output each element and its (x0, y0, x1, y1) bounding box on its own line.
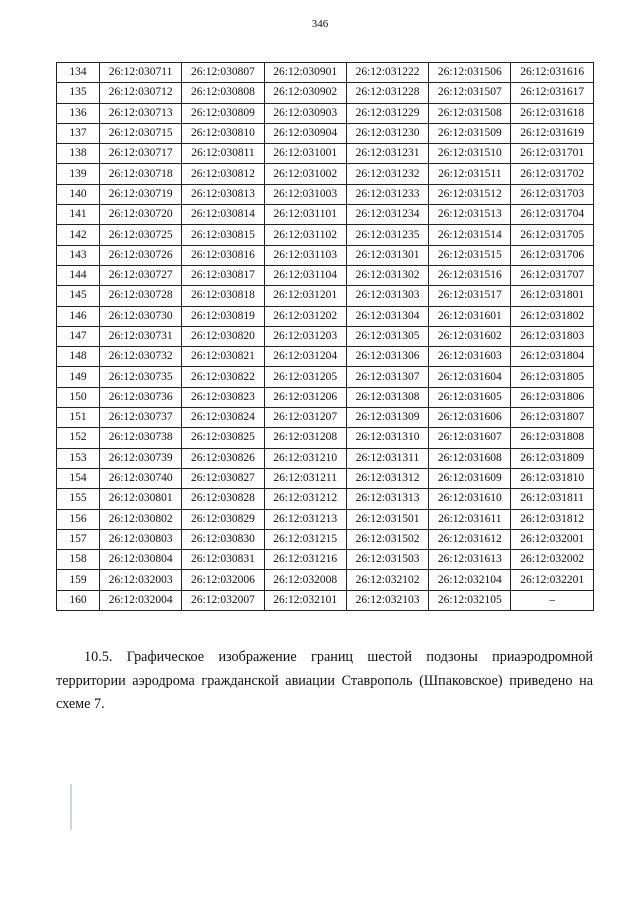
cadastral-number-cell: 26:12:031515 (429, 245, 511, 265)
cadastral-number-cell: 26:12:031701 (511, 144, 593, 164)
cadastral-number-cell: 26:12:030825 (182, 428, 264, 448)
cadastral-number-cell: 26:12:031305 (346, 326, 428, 346)
cadastral-number-cell: 26:12:031510 (429, 144, 511, 164)
cadastral-number-cell: 26:12:030730 (100, 306, 182, 326)
cadastral-number-cell: 26:12:031001 (264, 144, 346, 164)
cadastral-number-cell: 26:12:030901 (264, 63, 346, 83)
cadastral-number-cell: – (511, 590, 593, 610)
cadastral-number-cell: 26:12:030726 (100, 245, 182, 265)
cadastral-number-cell: 26:12:030711 (100, 63, 182, 83)
row-number-cell: 142 (57, 225, 100, 245)
cadastral-number-cell: 26:12:032105 (429, 590, 511, 610)
cadastral-number-cell: 26:12:032006 (182, 570, 264, 590)
cadastral-number-cell: 26:12:030808 (182, 83, 264, 103)
row-number-cell: 155 (57, 489, 100, 509)
cadastral-number-cell: 26:12:031203 (264, 326, 346, 346)
table-row (57, 489, 594, 509)
cadastral-number-cell: 26:12:030739 (100, 448, 182, 468)
cadastral-number-cell: 26:12:031604 (429, 367, 511, 387)
section-paragraph: 10.5. Графическое изображение границ шестой подзоны приаэродромной территории аэродрома гражданской авиации Ставрополь (Шпаковское) приведено на схеме 7. (56, 649, 593, 712)
cadastral-number-cell: 26:12:031208 (264, 428, 346, 448)
cadastral-number-cell: 26:12:031811 (511, 489, 593, 509)
cadastral-number-cell: 26:12:031502 (346, 529, 428, 549)
cadastral-number-cell: 26:12:031610 (429, 489, 511, 509)
cadastral-number-cell: 26:12:031101 (264, 205, 346, 225)
row-number-cell: 151 (57, 408, 100, 428)
cadastral-number-cell: 26:12:032104 (429, 570, 511, 590)
cadastral-number-cell: 26:12:031313 (346, 489, 428, 509)
cadastral-number-cell: 26:12:031809 (511, 448, 593, 468)
table-row (57, 265, 594, 285)
cadastral-number-cell: 26:12:031507 (429, 83, 511, 103)
cadastral-number-cell: 26:12:031810 (511, 468, 593, 488)
cadastral-number-cell: 26:12:032007 (182, 590, 264, 610)
cadastral-number-cell: 26:12:031228 (346, 83, 428, 103)
row-number-cell: 153 (57, 448, 100, 468)
row-number-cell: 160 (57, 590, 100, 610)
table-row (57, 184, 594, 204)
cadastral-number-cell: 26:12:031210 (264, 448, 346, 468)
row-number-cell: 156 (57, 509, 100, 529)
table-row (57, 63, 594, 83)
cadastral-number-cell: 26:12:031309 (346, 408, 428, 428)
cadastral-number-cell: 26:12:031003 (264, 184, 346, 204)
cadastral-number-cell: 26:12:031512 (429, 184, 511, 204)
cadastral-number-cell: 26:12:031511 (429, 164, 511, 184)
cadastral-number-cell: 26:12:031201 (264, 286, 346, 306)
cadastral-number-cell: 26:12:031704 (511, 205, 593, 225)
cadastral-number-cell: 26:12:031702 (511, 164, 593, 184)
cadastral-number-cell: 26:12:031311 (346, 448, 428, 468)
cadastral-number-cell: 26:12:031233 (346, 184, 428, 204)
table-row (57, 306, 594, 326)
cadastral-number-cell: 26:12:031705 (511, 225, 593, 245)
cadastral-number-cell: 26:12:030816 (182, 245, 264, 265)
cadastral-number-cell: 26:12:031207 (264, 408, 346, 428)
cadastral-number-cell: 26:12:031516 (429, 265, 511, 285)
cadastral-number-cell: 26:12:032003 (100, 570, 182, 590)
row-number-cell: 143 (57, 245, 100, 265)
cadastral-number-cell: 26:12:031609 (429, 468, 511, 488)
cadastral-number-cell: 26:12:030809 (182, 103, 264, 123)
cadastral-number-cell: 26:12:032004 (100, 590, 182, 610)
cadastral-number-cell: 26:12:030728 (100, 286, 182, 306)
cadastral-number-cell: 26:12:030810 (182, 123, 264, 143)
table-row (57, 590, 594, 610)
cadastral-number-cell: 26:12:030727 (100, 265, 182, 285)
cadastral-number-cell: 26:12:032103 (346, 590, 428, 610)
cadastral-number-cell: 26:12:030737 (100, 408, 182, 428)
cadastral-number-cell: 26:12:031619 (511, 123, 593, 143)
cadastral-number-cell: 26:12:031501 (346, 509, 428, 529)
table-row (57, 205, 594, 225)
cadastral-number-cell: 26:12:030903 (264, 103, 346, 123)
row-number-cell: 147 (57, 326, 100, 346)
cadastral-number-cell: 26:12:031204 (264, 347, 346, 367)
table-row (57, 245, 594, 265)
cadastral-number-cell: 26:12:031306 (346, 347, 428, 367)
cadastral-number-cell: 26:12:031612 (429, 529, 511, 549)
margin-mark (70, 784, 72, 830)
table-row (57, 387, 594, 407)
cadastral-number-cell: 26:12:031302 (346, 265, 428, 285)
cadastral-number-cell: 26:12:030811 (182, 144, 264, 164)
cadastral-number-cell: 26:12:031613 (429, 550, 511, 570)
table-row (57, 123, 594, 143)
cadastral-number-cell: 26:12:031213 (264, 509, 346, 529)
cadastral-number-cell: 26:12:031307 (346, 367, 428, 387)
cadastral-number-cell: 26:12:032101 (264, 590, 346, 610)
cadastral-number-cell: 26:12:031211 (264, 468, 346, 488)
cadastral-number-cell: 26:12:031235 (346, 225, 428, 245)
cadastral-number-cell: 26:12:031812 (511, 509, 593, 529)
cadastral-number-cell: 26:12:031205 (264, 367, 346, 387)
cadastral-number-cell: 26:12:030803 (100, 529, 182, 549)
cadastral-number-cell: 26:12:031312 (346, 468, 428, 488)
cadastral-number-cell: 26:12:031222 (346, 63, 428, 83)
cadastral-number-cell: 26:12:030802 (100, 509, 182, 529)
cadastral-number-cell: 26:12:032001 (511, 529, 593, 549)
row-number-cell: 152 (57, 428, 100, 448)
cadastral-number-cell: 26:12:031229 (346, 103, 428, 123)
cadastral-number-cell: 26:12:031805 (511, 367, 593, 387)
cadastral-number-cell: 26:12:030804 (100, 550, 182, 570)
cadastral-number-cell: 26:12:031503 (346, 550, 428, 570)
row-number-cell: 150 (57, 387, 100, 407)
cadastral-number-cell: 26:12:031506 (429, 63, 511, 83)
cadastral-number-cell: 26:12:031618 (511, 103, 593, 123)
row-number-cell: 148 (57, 347, 100, 367)
cadastral-number-cell: 26:12:031232 (346, 164, 428, 184)
table-row (57, 164, 594, 184)
table-row (57, 326, 594, 346)
cadastral-number-cell: 26:12:031608 (429, 448, 511, 468)
cadastral-number-cell: 26:12:030717 (100, 144, 182, 164)
cadastral-number-cell: 26:12:030904 (264, 123, 346, 143)
cadastral-number-cell: 26:12:030736 (100, 387, 182, 407)
row-number-cell: 149 (57, 367, 100, 387)
cadastral-number-cell: 26:12:031303 (346, 286, 428, 306)
cadastral-number-cell: 26:12:031206 (264, 387, 346, 407)
cadastral-number-cell: 26:12:031607 (429, 428, 511, 448)
cadastral-number-cell: 26:12:032201 (511, 570, 593, 590)
cadastral-number-cell: 26:12:031513 (429, 205, 511, 225)
cadastral-number-cell: 26:12:031802 (511, 306, 593, 326)
cadastral-number-cell: 26:12:030720 (100, 205, 182, 225)
cadastral-number-cell: 26:12:030807 (182, 63, 264, 83)
row-number-cell: 136 (57, 103, 100, 123)
row-number-cell: 158 (57, 550, 100, 570)
row-number-cell: 134 (57, 63, 100, 83)
row-number-cell: 159 (57, 570, 100, 590)
cadastral-number-cell: 26:12:031514 (429, 225, 511, 245)
cadastral-number-cell: 26:12:030712 (100, 83, 182, 103)
cadastral-number-cell: 26:12:030719 (100, 184, 182, 204)
cadastral-number-cell: 26:12:030831 (182, 550, 264, 570)
cadastral-blocks-table (56, 62, 594, 611)
cadastral-number-cell: 26:12:031230 (346, 123, 428, 143)
cadastral-number-cell: 26:12:031611 (429, 509, 511, 529)
cadastral-number-cell: 26:12:031706 (511, 245, 593, 265)
table-row (57, 529, 594, 549)
cadastral-number-cell: 26:12:030828 (182, 489, 264, 509)
cadastral-number-cell: 26:12:030822 (182, 367, 264, 387)
cadastral-number-cell: 26:12:030715 (100, 123, 182, 143)
table-row (57, 367, 594, 387)
cadastral-number-cell: 26:12:030827 (182, 468, 264, 488)
cadastral-number-cell: 26:12:030718 (100, 164, 182, 184)
cadastral-number-cell: 26:12:031508 (429, 103, 511, 123)
row-number-cell: 144 (57, 265, 100, 285)
row-number-cell: 135 (57, 83, 100, 103)
cadastral-number-cell: 26:12:030902 (264, 83, 346, 103)
cadastral-number-cell: 26:12:031310 (346, 428, 428, 448)
cadastral-number-cell: 26:12:030817 (182, 265, 264, 285)
cadastral-number-cell: 26:12:031517 (429, 286, 511, 306)
row-number-cell: 137 (57, 123, 100, 143)
cadastral-number-cell: 26:12:031603 (429, 347, 511, 367)
cadastral-number-cell: 26:12:030738 (100, 428, 182, 448)
page-number: 346 (311, 18, 329, 30)
table-row (57, 225, 594, 245)
cadastral-number-cell: 26:12:032008 (264, 570, 346, 590)
cadastral-number-cell: 26:12:030818 (182, 286, 264, 306)
cadastral-number-cell: 26:12:031202 (264, 306, 346, 326)
cadastral-number-cell: 26:12:031509 (429, 123, 511, 143)
cadastral-number-cell: 26:12:030830 (182, 529, 264, 549)
row-number-cell: 140 (57, 184, 100, 204)
cadastral-number-cell: 26:12:031703 (511, 184, 593, 204)
table-row (57, 286, 594, 306)
cadastral-number-cell: 26:12:030732 (100, 347, 182, 367)
cadastral-number-cell: 26:12:031801 (511, 286, 593, 306)
table-row (57, 570, 594, 590)
cadastral-number-cell: 26:12:030813 (182, 184, 264, 204)
cadastral-number-cell: 26:12:031617 (511, 83, 593, 103)
cadastral-number-cell: 26:12:031602 (429, 326, 511, 346)
cadastral-number-cell: 26:12:030815 (182, 225, 264, 245)
table-row (57, 550, 594, 570)
table-row (57, 408, 594, 428)
table-row (57, 448, 594, 468)
table-row (57, 103, 594, 123)
table-row (57, 509, 594, 529)
table-row (57, 144, 594, 164)
cadastral-number-cell: 26:12:031216 (264, 550, 346, 570)
cadastral-number-cell: 26:12:030735 (100, 367, 182, 387)
cadastral-number-cell: 26:12:030814 (182, 205, 264, 225)
cadastral-number-cell: 26:12:031616 (511, 63, 593, 83)
cadastral-number-cell: 26:12:031304 (346, 306, 428, 326)
row-number-cell: 157 (57, 529, 100, 549)
row-number-cell: 145 (57, 286, 100, 306)
cadastral-number-cell: 26:12:031601 (429, 306, 511, 326)
table-row (57, 347, 594, 367)
cadastral-number-cell: 26:12:030713 (100, 103, 182, 123)
cadastral-number-cell: 26:12:032002 (511, 550, 593, 570)
cadastral-number-cell: 26:12:031234 (346, 205, 428, 225)
cadastral-number-cell: 26:12:031308 (346, 387, 428, 407)
cadastral-number-cell: 26:12:031103 (264, 245, 346, 265)
cadastral-number-cell: 26:12:031808 (511, 428, 593, 448)
cadastral-number-cell: 26:12:030740 (100, 468, 182, 488)
cadastral-number-cell: 26:12:031231 (346, 144, 428, 164)
cadastral-number-cell: 26:12:030821 (182, 347, 264, 367)
cadastral-number-cell: 26:12:031104 (264, 265, 346, 285)
row-number-cell: 141 (57, 205, 100, 225)
cadastral-number-cell: 26:12:032102 (346, 570, 428, 590)
cadastral-number-cell: 26:12:031605 (429, 387, 511, 407)
cadastral-number-cell: 26:12:031212 (264, 489, 346, 509)
row-number-cell: 154 (57, 468, 100, 488)
cadastral-number-cell: 26:12:030812 (182, 164, 264, 184)
row-number-cell: 138 (57, 144, 100, 164)
cadastral-number-cell: 26:12:030829 (182, 509, 264, 529)
cadastral-number-cell: 26:12:030823 (182, 387, 264, 407)
table-body (57, 63, 594, 611)
cadastral-number-cell: 26:12:030824 (182, 408, 264, 428)
cadastral-number-cell: 26:12:031215 (264, 529, 346, 549)
cadastral-number-cell: 26:12:030801 (100, 489, 182, 509)
cadastral-number-cell: 26:12:030826 (182, 448, 264, 468)
table-row (57, 428, 594, 448)
cadastral-number-cell: 26:12:031806 (511, 387, 593, 407)
cadastral-number-cell: 26:12:031002 (264, 164, 346, 184)
cadastral-number-cell: 26:12:031807 (511, 408, 593, 428)
cadastral-number-cell: 26:12:031606 (429, 408, 511, 428)
cadastral-number-cell: 26:12:031301 (346, 245, 428, 265)
cadastral-number-cell: 26:12:030731 (100, 326, 182, 346)
cadastral-number-cell: 26:12:030725 (100, 225, 182, 245)
cadastral-number-cell: 26:12:030820 (182, 326, 264, 346)
cadastral-number-cell: 26:12:030819 (182, 306, 264, 326)
row-number-cell: 146 (57, 306, 100, 326)
cadastral-number-cell: 26:12:031707 (511, 265, 593, 285)
table-row (57, 83, 594, 103)
cadastral-number-cell: 26:12:031804 (511, 347, 593, 367)
cadastral-number-cell: 26:12:031803 (511, 326, 593, 346)
table-row (57, 468, 594, 488)
row-number-cell: 139 (57, 164, 100, 184)
cadastral-number-cell: 26:12:031102 (264, 225, 346, 245)
